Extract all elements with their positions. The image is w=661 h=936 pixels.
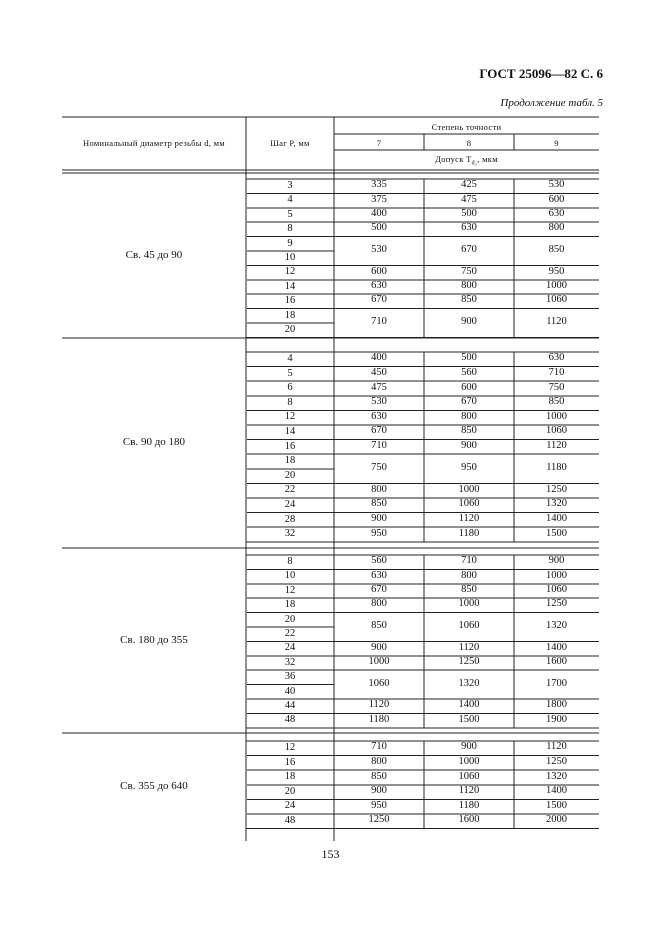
page-number: 153 (321, 847, 340, 861)
tolerance-value-grade-8: 900 (461, 316, 477, 327)
tolerance-value-grade-8: 850 (461, 425, 477, 437)
tolerance-value-grade-9: 1250 (546, 598, 567, 610)
pitch-cell: 48 (284, 714, 296, 726)
tolerance-value-grade-9: 1000 (546, 569, 567, 581)
tolerance-value-grade-7: 560 (371, 555, 387, 567)
tolerance-value-grade-7: 710 (371, 439, 387, 451)
nominal-diameter-range: Св. 180 до 355 (120, 633, 188, 646)
tolerance-value-grade-7: 375 (371, 193, 387, 205)
tolerance-value-grade-9: 1800 (546, 699, 567, 711)
pitch-cell: 36 (284, 671, 296, 683)
tolerance-value-grade-8: 1120 (458, 512, 480, 524)
tolerance-value-grade-8: 1000 (458, 483, 480, 495)
tolerance-value-grade-8: 560 (461, 366, 477, 378)
tolerance-value-grade-7: 950 (371, 799, 387, 811)
tolerance-value-grade-9: 1500 (546, 799, 567, 811)
tolerance-value-grade-9: 1250 (546, 483, 567, 495)
tolerance-value-grade-8: 1400 (458, 699, 480, 711)
tolerance-value-grade-7: 710 (371, 316, 387, 327)
tolerance-value-grade-7: 1060 (368, 677, 390, 689)
pitch-cell: 32 (284, 528, 296, 540)
tolerance-value-grade-9: 630 (548, 352, 565, 364)
precision-grade-header: Степень точности (431, 122, 502, 132)
pitch-cell: 5 (287, 208, 293, 220)
tolerance-value-grade-8: 1000 (458, 755, 480, 767)
grade-header-8: 8 (466, 138, 472, 148)
tolerance-value-grade-9: 1320 (546, 498, 567, 510)
tolerance-value-grade-8: 900 (461, 439, 477, 451)
pitch-cell: 9 (287, 237, 293, 249)
tolerance-value-grade-7: 800 (371, 483, 387, 495)
tolerance-value-grade-8: 950 (461, 461, 477, 473)
tolerance-value-grade-7: 900 (371, 785, 387, 797)
tolerance-value-grade-9: 950 (548, 265, 565, 277)
pitch-cell: 22 (284, 484, 296, 496)
tolerance-value-grade-7: 750 (371, 461, 387, 473)
tolerance-value-grade-7: 850 (371, 620, 387, 631)
tolerance-value-grade-9: 1320 (546, 770, 567, 782)
tolerance-header (334, 153, 599, 170)
tolerance-value-grade-7: 400 (371, 208, 387, 219)
pitch-cell: 24 (284, 642, 296, 654)
tolerance-value-grade-7: 850 (371, 498, 387, 510)
pitch-cell: 12 (284, 411, 296, 423)
tolerance-value-grade-9: 1060 (546, 584, 567, 595)
pitch-cell: 18 (284, 599, 296, 611)
tolerance-value-grade-7: 530 (371, 396, 387, 408)
tolerance-value-grade-7: 950 (371, 527, 387, 539)
tolerance-value-grade-7: 1000 (368, 656, 390, 667)
tolerance-value-grade-7: 900 (371, 512, 387, 524)
pitch-cell: 12 (284, 584, 296, 596)
tolerance-value-grade-9: 1400 (546, 512, 567, 524)
pitch-cell: 16 (284, 440, 296, 452)
tolerance-value-grade-8: 1250 (458, 656, 480, 667)
tolerance-value-grade-9: 710 (548, 366, 565, 378)
tolerance-value-grade-7: 670 (371, 294, 387, 306)
grade-header-9: 9 (554, 138, 559, 148)
tolerance-value-grade-8: 600 (461, 381, 477, 393)
nominal-diameter-range: Св. 90 до 180 (122, 436, 186, 448)
tolerance-value-grade-9: 630 (548, 208, 565, 219)
tolerance-value-grade-9: 2000 (546, 814, 567, 826)
tolerance-value-grade-9: 1320 (546, 620, 567, 631)
tolerance-value-grade-7: 530 (371, 244, 387, 255)
grade-header-7: 7 (376, 138, 382, 148)
pitch-cell: 14 (284, 426, 296, 437)
pitch-cell: 18 (284, 455, 296, 467)
tolerance-value-grade-8: 1120 (458, 785, 480, 797)
pitch-cell: 24 (284, 499, 296, 510)
tolerance-value-grade-9: 850 (548, 244, 565, 255)
tolerance-value-grade-9: 600 (548, 193, 565, 205)
tolerance-value-grade-8: 710 (461, 555, 477, 567)
tolerance-value-grade-8: 1500 (458, 713, 480, 725)
tolerance-value-grade-7: 630 (371, 280, 387, 291)
tolerance-value-grade-9: 1900 (546, 713, 567, 725)
pitch-cell: 12 (284, 266, 296, 278)
pitch-cell: 20 (284, 324, 296, 335)
pitch-cell: 48 (284, 815, 296, 826)
tolerance-value-grade-9: 1000 (546, 410, 567, 422)
tolerance-value-grade-8: 1180 (458, 799, 480, 811)
tolerance-value-grade-8: 1600 (458, 814, 480, 826)
pitch-cell: 5 (287, 367, 293, 379)
pitch-column-header: Шаг P, мм (270, 138, 310, 148)
tolerance-value-grade-7: 850 (371, 770, 387, 782)
pitch-cell: 20 (284, 613, 296, 625)
tolerance-value-grade-7: 1120 (368, 699, 390, 711)
tolerance-value-grade-7: 400 (371, 352, 387, 364)
pitch-cell: 20 (284, 785, 296, 797)
pitch-cell: 18 (284, 309, 296, 321)
tolerance-value-grade-9: 1120 (546, 316, 567, 327)
pitch-cell: 18 (284, 771, 296, 783)
pitch-cell: 12 (284, 742, 296, 753)
tolerance-value-grade-9: 1120 (546, 439, 567, 451)
pitch-cell: 8 (287, 223, 293, 235)
nominal-diameter-range: Св. 355 до 640 (120, 780, 188, 792)
pitch-cell: 22 (284, 628, 296, 639)
tolerance-value-grade-7: 475 (371, 381, 387, 393)
pitch-cell: 3 (287, 180, 293, 191)
tolerance-value-grade-8: 500 (461, 208, 477, 219)
diameter-column-header: Номинальный диаметр резьбы d, мм (83, 138, 225, 148)
pitch-cell: 14 (284, 280, 296, 292)
tolerance-value-grade-9: 1120 (546, 741, 567, 753)
pitch-cell: 16 (284, 295, 296, 307)
tolerance-value-grade-8: 1180 (458, 527, 480, 539)
pitch-cell: 24 (284, 800, 296, 812)
tolerance-value-grade-7: 670 (371, 584, 387, 595)
table-continuation-label: Продолжение табл. 5 (500, 97, 603, 109)
pitch-cell: 8 (287, 396, 293, 408)
tolerance-value-grade-8: 1060 (458, 620, 480, 631)
tolerance-value-grade-8: 670 (461, 244, 477, 255)
tolerance-value-grade-9: 1060 (546, 294, 567, 306)
tolerance-value-grade-8: 1000 (458, 598, 480, 610)
tolerance-value-grade-8: 850 (461, 584, 477, 595)
tolerance-value-grade-9: 1700 (546, 677, 567, 689)
tolerance-value-grade-9: 1400 (546, 785, 567, 797)
tolerance-value-grade-8: 800 (461, 569, 477, 581)
tolerance-value-grade-9: 1600 (546, 656, 567, 667)
tolerance-value-grade-8: 475 (461, 193, 477, 205)
tolerance-value-grade-8: 425 (461, 179, 477, 191)
tolerance-value-grade-7: 800 (371, 755, 387, 767)
document-header: ГОСТ 25096—82 С. 6 (479, 66, 603, 81)
pitch-cell: 8 (287, 556, 293, 567)
tolerance-value-grade-8: 900 (461, 741, 477, 753)
nominal-diameter-range: Св. 45 до 90 (125, 248, 183, 261)
tolerance-value-grade-9: 1250 (546, 755, 567, 767)
tolerance-value-grade-8: 1320 (458, 677, 480, 689)
tolerance-value-grade-9: 1000 (546, 280, 567, 291)
tolerance-value-grade-9: 1060 (546, 425, 567, 437)
tolerance-value-grade-7: 500 (371, 222, 387, 234)
tolerance-value-grade-8: 630 (461, 222, 477, 234)
pitch-cell: 40 (284, 685, 296, 697)
tolerance-value-grade-7: 450 (371, 366, 387, 378)
tolerance-value-grade-8: 750 (461, 265, 477, 277)
tolerance-value-grade-7: 800 (371, 598, 387, 610)
pitch-cell: 10 (284, 570, 296, 582)
tolerance-value-grade-7: 1250 (368, 814, 390, 826)
tolerance-value-grade-7: 710 (371, 741, 387, 753)
tolerance-value-grade-9: 900 (548, 555, 565, 567)
tolerance-value-grade-8: 500 (461, 352, 477, 364)
pitch-cell: 32 (284, 656, 296, 668)
tolerance-value-grade-7: 630 (371, 569, 387, 581)
tolerance-value-grade-7: 600 (371, 265, 387, 277)
tolerance-value-grade-8: 1060 (458, 498, 480, 510)
tolerance-value-grade-7: 335 (371, 179, 387, 191)
pitch-cell: 4 (287, 353, 293, 364)
tolerance-value-grade-7: 1180 (368, 713, 390, 725)
pitch-cell: 10 (284, 252, 296, 263)
tolerance-value-grade-9: 800 (548, 222, 565, 234)
tolerance-value-grade-7: 630 (371, 410, 387, 422)
tolerance-label: Допуск T (435, 154, 472, 164)
tolerance-value-grade-7: 670 (371, 425, 387, 437)
tolerance-value-grade-9: 1400 (546, 641, 567, 653)
tolerance-value-grade-8: 670 (461, 396, 477, 408)
pitch-cell: 20 (284, 469, 296, 481)
pitch-cell: 6 (287, 382, 293, 394)
tolerance-unit: , мкм (477, 154, 498, 164)
tolerance-value-grade-8: 800 (461, 410, 477, 422)
tolerance-value-grade-8: 800 (461, 280, 477, 291)
tolerance-value-grade-8: 1120 (458, 641, 480, 653)
pitch-cell: 44 (284, 700, 296, 711)
tolerance-value-grade-9: 530 (548, 179, 565, 191)
tolerance-value-grade-9: 850 (548, 396, 565, 408)
tolerance-value-grade-7: 900 (371, 641, 387, 653)
tolerance-value-grade-9: 750 (548, 381, 565, 393)
tolerance-value-grade-8: 850 (461, 294, 477, 306)
tolerance-value-grade-8: 1060 (458, 770, 480, 782)
pitch-cell: 4 (287, 194, 293, 206)
pitch-cell: 16 (284, 756, 296, 768)
tolerance-value-grade-9: 1180 (546, 461, 567, 473)
pitch-cell: 28 (284, 513, 296, 525)
tolerance-value-grade-9: 1500 (546, 527, 567, 539)
tolerance-subscript: d₂ (471, 160, 478, 167)
